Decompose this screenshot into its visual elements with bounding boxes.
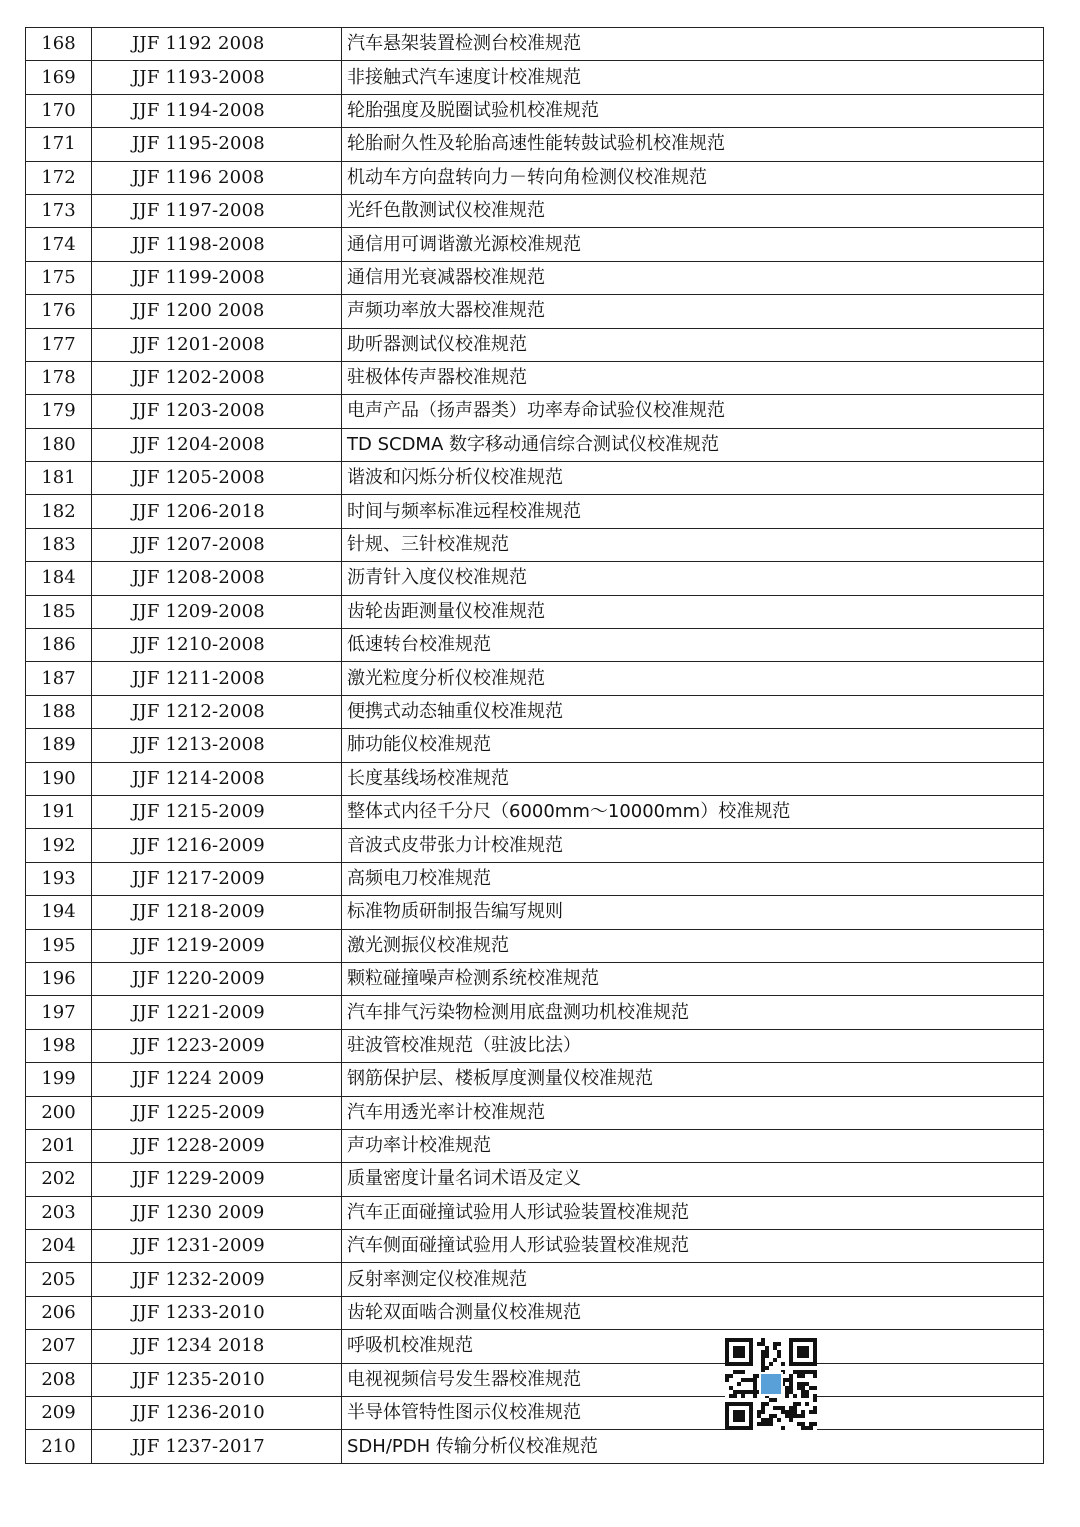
table-row: [26, 1096, 1044, 1129]
standard-name: 低速转台校准规范: [342, 629, 1044, 662]
row-number: 189: [26, 729, 92, 762]
standard-name: 光纤色散测试仪校准规范: [342, 194, 1044, 227]
standard-code: JJF 1224 2009: [92, 1063, 342, 1096]
row-number: 176: [26, 295, 92, 328]
row-number: 184: [26, 562, 92, 595]
standard-name: 反射率测定仪校准规范: [342, 1263, 1044, 1296]
standard-code: JJF 1225-2009: [92, 1096, 342, 1129]
table-row: [26, 629, 1044, 662]
standard-name: TD SCDMA 数字移动通信综合测试仪校准规范: [342, 428, 1044, 461]
table-row: [26, 1129, 1044, 1162]
standard-code: JJF 1231-2009: [92, 1230, 342, 1263]
standard-code: JJF 1220-2009: [92, 962, 342, 995]
table-row: [26, 428, 1044, 461]
standard-name: 半导体管特性图示仪校准规范: [342, 1397, 1044, 1430]
row-number: 178: [26, 361, 92, 394]
standard-code: JJF 1207-2008: [92, 528, 342, 561]
standard-code: JJF 1228-2009: [92, 1129, 342, 1162]
standard-code: JJF 1236-2010: [92, 1397, 342, 1430]
table-row: [26, 295, 1044, 328]
qr-code-icon: [725, 1338, 817, 1430]
table-row: [26, 929, 1044, 962]
row-number: 206: [26, 1296, 92, 1329]
standards-table-body: [26, 28, 1044, 1464]
table-row: [26, 495, 1044, 528]
table-row: [26, 261, 1044, 294]
standard-name: 机动车方向盘转向力－转向角检测仪校准规范: [342, 161, 1044, 194]
standard-code: JJF 1233-2010: [92, 1296, 342, 1329]
standard-code: JJF 1204-2008: [92, 428, 342, 461]
row-number: 174: [26, 228, 92, 261]
standard-code: JJF 1201-2008: [92, 328, 342, 361]
row-number: 197: [26, 996, 92, 1029]
standard-name: 标准物质研制报告编写规则: [342, 896, 1044, 929]
standard-code: JJF 1221-2009: [92, 996, 342, 1029]
standard-code: JJF 1209-2008: [92, 595, 342, 628]
table-row: [26, 462, 1044, 495]
standard-name: 谐波和闪烁分析仪校准规范: [342, 462, 1044, 495]
row-number: 171: [26, 128, 92, 161]
table-row: [26, 695, 1044, 728]
standard-name: 汽车悬架装置检测台校准规范: [342, 28, 1044, 61]
standard-code: JJF 1223-2009: [92, 1029, 342, 1062]
table-row: [26, 595, 1044, 628]
table-row: [26, 862, 1044, 895]
standard-name: 通信用可调谐激光源校准规范: [342, 228, 1044, 261]
row-number: 195: [26, 929, 92, 962]
table-row: [26, 1397, 1044, 1430]
standard-name: 沥青针入度仪校准规范: [342, 562, 1044, 595]
standard-code: JJF 1215-2009: [92, 795, 342, 828]
table-row: [26, 662, 1044, 695]
standard-code: JJF 1232-2009: [92, 1263, 342, 1296]
standard-code: JJF 1235-2010: [92, 1363, 342, 1396]
standard-code: JJF 1234 2018: [92, 1330, 342, 1363]
row-number: 175: [26, 261, 92, 294]
row-number: 179: [26, 395, 92, 428]
standard-code: JJF 1200 2008: [92, 295, 342, 328]
table-row: [26, 1330, 1044, 1363]
table-row: [26, 94, 1044, 127]
standard-code: JJF 1192 2008: [92, 28, 342, 61]
standard-name: 汽车排气污染物检测用底盘测功机校准规范: [342, 996, 1044, 1029]
row-number: 196: [26, 962, 92, 995]
standard-name: 电视视频信号发生器校准规范: [342, 1363, 1044, 1396]
row-number: 207: [26, 1330, 92, 1363]
standard-name: 驻波管校准规范（驻波比法）: [342, 1029, 1044, 1062]
standard-code: JJF 1208-2008: [92, 562, 342, 595]
row-number: 202: [26, 1163, 92, 1196]
standard-code: JJF 1197-2008: [92, 194, 342, 227]
row-number: 183: [26, 528, 92, 561]
table-row: [26, 161, 1044, 194]
standard-name: 汽车侧面碰撞试验用人形试验装置校准规范: [342, 1230, 1044, 1263]
standard-code: JJF 1203-2008: [92, 395, 342, 428]
standard-code: JJF 1217-2009: [92, 862, 342, 895]
standard-name: SDH/PDH 传输分析仪校准规范: [342, 1430, 1044, 1463]
table-row: [26, 194, 1044, 227]
row-number: 208: [26, 1363, 92, 1396]
row-number: 180: [26, 428, 92, 461]
standard-code: JJF 1229-2009: [92, 1163, 342, 1196]
row-number: 190: [26, 762, 92, 795]
standard-code: JJF 1210-2008: [92, 629, 342, 662]
table-row: [26, 1196, 1044, 1229]
standard-code: JJF 1219-2009: [92, 929, 342, 962]
table-row: [26, 996, 1044, 1029]
table-row: [26, 395, 1044, 428]
row-number: 209: [26, 1397, 92, 1430]
row-number: 185: [26, 595, 92, 628]
standard-code: JJF 1237-2017: [92, 1430, 342, 1463]
table-row: [26, 562, 1044, 595]
standard-name: 助听器测试仪校准规范: [342, 328, 1044, 361]
standard-name: 颗粒碰撞噪声检测系统校准规范: [342, 962, 1044, 995]
standard-code: JJF 1212-2008: [92, 695, 342, 728]
standard-name: 激光测振仪校准规范: [342, 929, 1044, 962]
standard-name: 肺功能仪校准规范: [342, 729, 1044, 762]
standard-name: 时间与频率标准远程校准规范: [342, 495, 1044, 528]
row-number: 182: [26, 495, 92, 528]
row-number: 199: [26, 1063, 92, 1096]
standard-name: 质量密度计量名词术语及定义: [342, 1163, 1044, 1196]
standard-code: JJF 1213-2008: [92, 729, 342, 762]
standard-code: JJF 1199-2008: [92, 261, 342, 294]
row-number: 177: [26, 328, 92, 361]
standard-name: 电声产品（扬声器类）功率寿命试验仪校准规范: [342, 395, 1044, 428]
standard-code: JJF 1211-2008: [92, 662, 342, 695]
standard-name: 激光粒度分析仪校准规范: [342, 662, 1044, 695]
standard-name: 钢筋保护层、楼板厚度测量仪校准规范: [342, 1063, 1044, 1096]
standard-name: 轮胎强度及脱圈试验机校准规范: [342, 94, 1044, 127]
row-number: 169: [26, 61, 92, 94]
standard-code: JJF 1202-2008: [92, 361, 342, 394]
standard-code: JJF 1196 2008: [92, 161, 342, 194]
table-row: [26, 795, 1044, 828]
standard-code: JJF 1216-2009: [92, 829, 342, 862]
table-row: [26, 1063, 1044, 1096]
standard-name: 轮胎耐久性及轮胎高速性能转鼓试验机校准规范: [342, 128, 1044, 161]
standard-name: 呼吸机校准规范: [342, 1330, 1044, 1363]
table-row: [26, 61, 1044, 94]
standard-name: 声功率计校准规范: [342, 1129, 1044, 1162]
table-row: [26, 28, 1044, 61]
row-number: 187: [26, 662, 92, 695]
standard-code: JJF 1198-2008: [92, 228, 342, 261]
table-row: [26, 1163, 1044, 1196]
table-row: [26, 1230, 1044, 1263]
row-number: 173: [26, 194, 92, 227]
table-row: [26, 528, 1044, 561]
standard-name: 音波式皮带张力计校准规范: [342, 829, 1044, 862]
table-row: [26, 1430, 1044, 1463]
row-number: 204: [26, 1230, 92, 1263]
table-row: [26, 962, 1044, 995]
standard-name: 便携式动态轴重仪校准规范: [342, 695, 1044, 728]
standard-code: JJF 1214-2008: [92, 762, 342, 795]
row-number: 186: [26, 629, 92, 662]
row-number: 200: [26, 1096, 92, 1129]
standard-code: JJF 1194-2008: [92, 94, 342, 127]
standard-code: JJF 1195-2008: [92, 128, 342, 161]
row-number: 188: [26, 695, 92, 728]
row-number: 203: [26, 1196, 92, 1229]
row-number: 210: [26, 1430, 92, 1463]
row-number: 194: [26, 896, 92, 929]
table-row: [26, 1029, 1044, 1062]
table-row: [26, 896, 1044, 929]
table-row: [26, 361, 1044, 394]
table-row: [26, 328, 1044, 361]
standard-code: JJF 1205-2008: [92, 462, 342, 495]
row-number: 181: [26, 462, 92, 495]
row-number: 172: [26, 161, 92, 194]
table-row: [26, 829, 1044, 862]
standard-name: 长度基线场校准规范: [342, 762, 1044, 795]
table-row: [26, 228, 1044, 261]
row-number: 201: [26, 1129, 92, 1162]
standard-code: JJF 1193-2008: [92, 61, 342, 94]
row-number: 191: [26, 795, 92, 828]
standard-code: JJF 1218-2009: [92, 896, 342, 929]
standard-code: JJF 1206-2018: [92, 495, 342, 528]
standard-name: 整体式内径千分尺（6000mm～10000mm）校准规范: [342, 795, 1044, 828]
table-row: [26, 1296, 1044, 1329]
standard-name: 驻极体传声器校准规范: [342, 361, 1044, 394]
table-row: [26, 1363, 1044, 1396]
table-row: [26, 729, 1044, 762]
table-row: [26, 128, 1044, 161]
qr-code: [725, 1338, 817, 1430]
standard-name: 非接触式汽车速度计校准规范: [342, 61, 1044, 94]
standards-table: [25, 27, 1044, 1464]
standard-name: 齿轮双面啮合测量仪校准规范: [342, 1296, 1044, 1329]
row-number: 198: [26, 1029, 92, 1062]
standard-name: 汽车用透光率计校准规范: [342, 1096, 1044, 1129]
standard-name: 汽车正面碰撞试验用人形试验装置校准规范: [342, 1196, 1044, 1229]
row-number: 192: [26, 829, 92, 862]
standard-name: 齿轮齿距测量仪校准规范: [342, 595, 1044, 628]
table-row: [26, 1263, 1044, 1296]
row-number: 168: [26, 28, 92, 61]
row-number: 193: [26, 862, 92, 895]
table-row: [26, 762, 1044, 795]
standard-name: 声频功率放大器校准规范: [342, 295, 1044, 328]
standard-name: 高频电刀校准规范: [342, 862, 1044, 895]
standard-code: JJF 1230 2009: [92, 1196, 342, 1229]
standard-name: 针规、三针校准规范: [342, 528, 1044, 561]
row-number: 170: [26, 94, 92, 127]
standard-name: 通信用光衰减器校准规范: [342, 261, 1044, 294]
row-number: 205: [26, 1263, 92, 1296]
